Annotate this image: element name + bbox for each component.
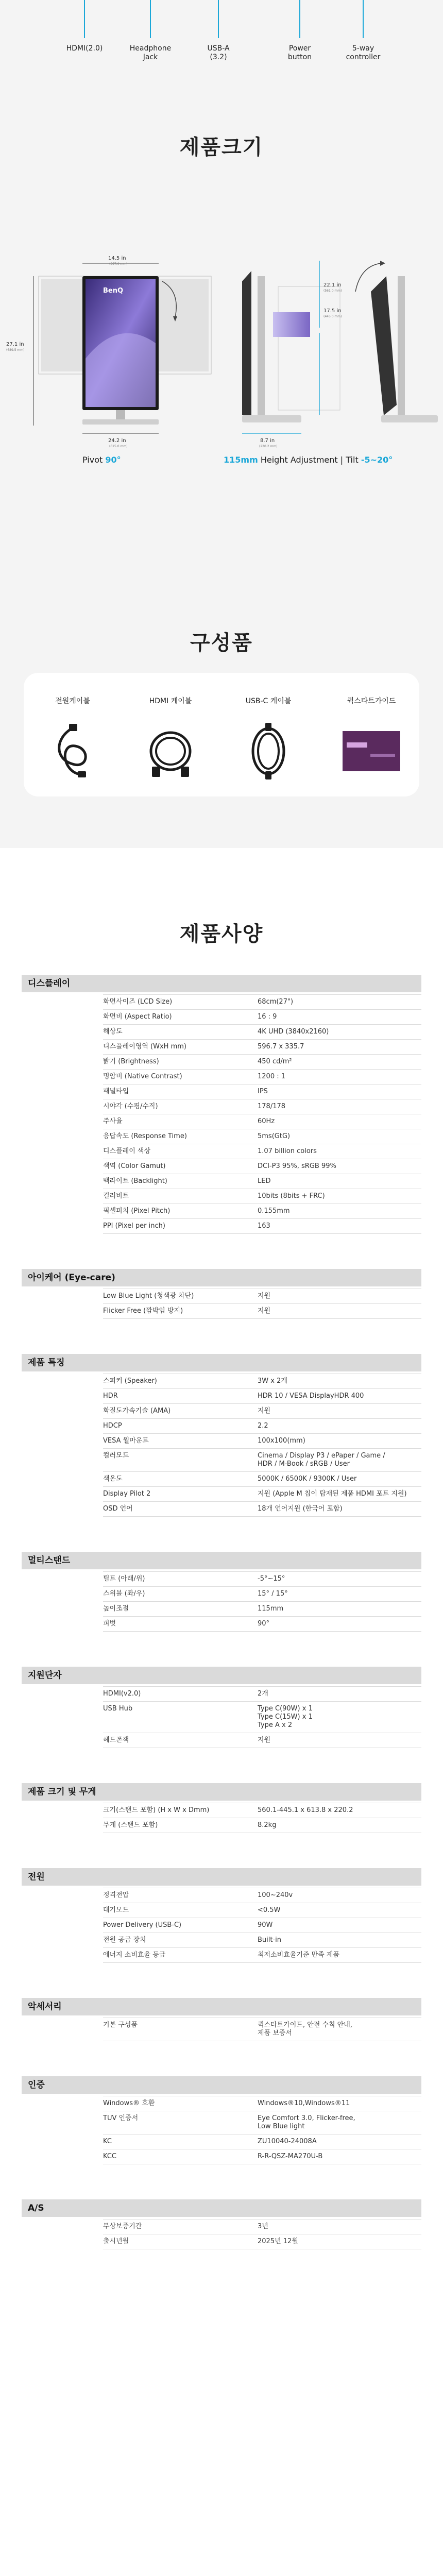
spec-rows [103, 2096, 421, 2164]
spec-row [103, 1587, 421, 1602]
spec-key: Low Blue Light (청색광 차단) [103, 1292, 194, 1300]
spec-row [103, 1803, 421, 1818]
spec-value: 4K UHD (3840x2160) [258, 1028, 329, 1036]
spec-key: 디스플레이 색상 [103, 1147, 151, 1155]
spec-value: 16 : 9 [258, 1013, 277, 1021]
power-cable-icon [29, 720, 116, 782]
spec-key: 무상보증기간 [103, 2223, 142, 2230]
spec-category [0, 1552, 443, 1632]
package-item-power-cable [29, 696, 116, 782]
spec-row [103, 1903, 421, 1918]
spec-row [103, 1818, 421, 1833]
dimension-drawings [0, 189, 443, 498]
package-section [0, 508, 443, 848]
spec-key: HDMI(v2.0) [103, 1690, 141, 1698]
spec-row [103, 1084, 421, 1099]
port-leader-line [84, 0, 85, 38]
spec-key: 무게 (스탠드 포함) [103, 1821, 158, 1829]
spec-key: HDR [103, 1392, 118, 1400]
spec-category [0, 1269, 443, 1319]
spec-rows [103, 1686, 421, 1748]
side-lowered-ghost [278, 286, 340, 410]
spec-row [103, 1419, 421, 1434]
spec-row [103, 1289, 421, 1304]
spec-key: 화질도가속기술 (AMA) [103, 1407, 171, 1415]
spec-row [103, 1010, 421, 1025]
spec-row [103, 1055, 421, 1070]
height-total-mm: (689.5 mm) [6, 348, 25, 352]
side-height-max-mm: (561.0 mm) [323, 289, 342, 293]
tilt-view [355, 261, 438, 422]
spec-key: 높이조절 [103, 1605, 129, 1613]
spec-row [103, 1204, 421, 1219]
spec-key: 정격전압 [103, 1891, 129, 1899]
pivot-caption [82, 455, 121, 465]
spec-category-title: 디스플레이 [22, 975, 421, 992]
spec-key: 밝기 (Brightness) [103, 1058, 159, 1065]
spec-category-title: A/S [22, 2199, 421, 2217]
spec-value: R-R-QSZ-MA270U-B [258, 2153, 323, 2160]
spec-row [103, 1304, 421, 1319]
spec-row [103, 1070, 421, 1084]
spec-row [103, 1404, 421, 1419]
spec-row [103, 1472, 421, 1487]
spec-value: Eye Comfort 3.0, Flicker-free, Low Blue light [258, 2114, 355, 2130]
spec-key: 색온도 [103, 1475, 123, 1483]
spec-key: 시야각 (수평/수직) [103, 1103, 158, 1110]
side-height-view [242, 261, 342, 448]
tilt-pole [398, 276, 405, 415]
package-item-label: HDMI 케이블 [149, 697, 192, 705]
spec-row [103, 2111, 421, 2134]
spec-value: 450 cd/m² [258, 1058, 292, 1065]
spec-category-title: 멀티스탠드 [22, 1552, 421, 1569]
spec-row [103, 1571, 421, 1587]
spec-value: 5000K / 6500K / 9300K / User [258, 1475, 357, 1483]
caption-separator: | [340, 455, 344, 465]
spec-value: 2.2 [258, 1422, 268, 1430]
spec-row [103, 2018, 421, 2041]
spec-value: <0.5W [258, 1906, 281, 1914]
spec-row [103, 1733, 421, 1748]
pivot-value: 90° [105, 455, 121, 465]
side-adjust-mm: (445.0 mm) [323, 315, 342, 318]
port-leader-line [299, 0, 300, 38]
spec-key: 피벗 [103, 1620, 116, 1628]
spec-value: 60Hz [258, 1117, 275, 1125]
spec-value: 18개 언어지원 (한국어 포함) [258, 1505, 343, 1513]
width-top-label: 14.5 in [108, 256, 126, 261]
spec-row [103, 1487, 421, 1502]
spec-key: Display Pilot 2 [103, 1490, 151, 1498]
spec-key: 전원 공급 장치 [103, 1936, 146, 1944]
spec-row [103, 2134, 421, 2149]
spec-value: 100x100(mm) [258, 1437, 305, 1445]
depth-label: 8.7 in [260, 438, 275, 444]
spec-key: HDCP [103, 1422, 122, 1430]
spec-key: 기본 구성품 [103, 2021, 138, 2029]
spec-rows [103, 1374, 421, 1517]
spec-category [0, 2076, 443, 2164]
spec-row [103, 1219, 421, 1234]
spec-value: 68cm(27") [258, 998, 294, 1006]
port-hdmi [54, 0, 115, 53]
spec-row [103, 1129, 421, 1144]
spec-value: IPS [258, 1088, 268, 1095]
spec-category-title: 악세서리 [22, 1998, 421, 2015]
package-item-label: USB-C 케이블 [245, 697, 292, 705]
spec-key: 백라이트 (Backlight) [103, 1177, 167, 1185]
spec-row [103, 1189, 421, 1204]
spec-value: 0.155mm [258, 1207, 290, 1215]
spec-key: Windows® 호환 [103, 2099, 155, 2107]
spec-rows [103, 1803, 421, 1833]
spec-category-title: 인증 [22, 2076, 421, 2094]
spec-category-title: 지원단자 [22, 1667, 421, 1684]
width-top-mm: (367.0 mm) [109, 262, 128, 266]
spec-row [103, 1502, 421, 1517]
spec-key: 패널타입 [103, 1088, 129, 1095]
spec-row [103, 1933, 421, 1948]
spec-key: KC [103, 2138, 112, 2145]
port-labels-strip [0, 0, 443, 80]
spec-table [0, 975, 443, 2249]
spec-value: HDR 10 / VESA DisplayHDR 400 [258, 1392, 364, 1400]
spec-category-title: 제품 특징 [22, 1354, 421, 1371]
spec-row [103, 2149, 421, 2164]
port-usb-a [188, 0, 249, 62]
port-leader-line [363, 0, 364, 38]
spec-category [0, 1667, 443, 1748]
depth-mm: (220.2 mm) [259, 445, 278, 448]
spec-key: 화면사이즈 (LCD Size) [103, 998, 173, 1006]
spec-value: 178/178 [258, 1103, 286, 1110]
spec-rows [103, 1888, 421, 1963]
quick-start-guide-icon [328, 720, 415, 782]
spec-value: 100~240v [258, 1891, 293, 1899]
hdmi-cable-icon [127, 720, 214, 782]
spec-key: 헤드폰잭 [103, 1736, 129, 1744]
spec-value: 퀵스타트가이드, 안전 수칙 안내, 제품 보증서 [258, 2021, 352, 2037]
spec-key: OSD 언어 [103, 1505, 133, 1513]
spec-key: 컬러비트 [103, 1192, 129, 1200]
spec-key: 스피커 (Speaker) [103, 1377, 157, 1385]
screen-logo: BenQ [103, 287, 124, 295]
side-pole [258, 276, 265, 415]
usb-c-cable-icon [225, 720, 312, 782]
spec-key: 디스플레이영역 (WxH mm) [103, 1043, 186, 1050]
spec-rows [103, 2219, 421, 2249]
side-adjust-label: 17.5 in [323, 308, 342, 314]
spec-row [103, 1918, 421, 1933]
spec-value: 15° / 15° [258, 1590, 288, 1598]
spec-row [103, 1099, 421, 1114]
spec-value: LED [258, 1177, 271, 1185]
height-value: 115mm [224, 455, 258, 465]
spec-category [0, 975, 443, 1234]
spec-key: 픽셀피치 (Pixel Pitch) [103, 1207, 171, 1215]
spec-key: 스위블 (좌/우) [103, 1590, 145, 1598]
spec-value: 최저소비효율기준 만족 제품 [258, 1951, 339, 1959]
package-item-quick-start-guide [328, 696, 415, 782]
spec-row [103, 1174, 421, 1189]
spec-category [0, 1783, 443, 1833]
spec-value: 지원 [258, 1307, 271, 1315]
spec-category-title: 아이케어 (Eye-care) [22, 1269, 421, 1286]
spec-row [103, 1449, 421, 1472]
tilt-value: -5~20° [361, 455, 393, 465]
spec-value: 1.07 billion colors [258, 1147, 317, 1155]
spec-value: 8.2kg [258, 1821, 277, 1829]
stand-neck [116, 410, 125, 420]
side-box-screen [273, 312, 310, 337]
spec-value: Built-in [258, 1936, 282, 1944]
spec-row [103, 1144, 421, 1159]
spec-value: 3년 [258, 2223, 268, 2230]
spec-row [103, 1159, 421, 1174]
spec-row [103, 1025, 421, 1040]
port-label: Headphone Jack [129, 44, 172, 61]
package-item-label: 전원케이블 [55, 697, 90, 705]
spec-category [0, 2199, 443, 2249]
spec-value: 90W [258, 1921, 273, 1929]
spec-row [103, 1702, 421, 1733]
spec-row [103, 1374, 421, 1389]
spec-value: 596.7 x 335.7 [258, 1043, 304, 1050]
spec-value: Cinema / Display P3 / ePaper / Game / HDR / M-Book / sRGB / User [258, 1452, 385, 1468]
spec-key: TUV 인증서 [103, 2114, 139, 2122]
package-item-label: 퀵스타트가이드 [347, 697, 396, 705]
spec-row [103, 2219, 421, 2234]
package-card [24, 673, 419, 796]
spec-key: VESA 월마운트 [103, 1437, 149, 1445]
spec-key: 화면비 (Aspect Ratio) [103, 1013, 172, 1021]
spec-key: KCC [103, 2153, 116, 2160]
spec-row [103, 2096, 421, 2111]
spec-value: 1200 : 1 [258, 1073, 285, 1080]
height-word: Height Adjustment [260, 455, 338, 465]
spec-row [103, 2234, 421, 2249]
spec-key: 출시년월 [103, 2238, 129, 2245]
spec-key: 에너지 소비효율 등급 [103, 1951, 166, 1959]
spec-row [103, 1888, 421, 1903]
spec-value: 지원 [258, 1736, 271, 1744]
spec-rows [103, 994, 421, 1234]
height-tilt-caption [224, 455, 393, 465]
spec-key: 명암비 (Native Contrast) [103, 1073, 182, 1080]
side-base [242, 415, 301, 422]
spec-key: 틸트 (아래/위) [103, 1575, 145, 1583]
port-5way-controller [332, 0, 394, 62]
dimensions-title: 제품크기 [179, 135, 264, 159]
port-label: 5-way controller [346, 44, 381, 61]
stand-base [82, 419, 159, 425]
port-label: HDMI(2.0) [66, 44, 103, 53]
tilt-monitor [371, 276, 397, 415]
tilt-arrow-head [380, 261, 385, 266]
spec-key: Power Delivery (USB-C) [103, 1921, 182, 1929]
package-title: 구성품 [190, 631, 253, 655]
front-pivot-view [6, 256, 211, 448]
spec-value: 지원 [258, 1292, 271, 1300]
spec-row [103, 1686, 421, 1702]
spec-value: 90° [258, 1620, 270, 1628]
spec-category-title: 제품 크기 및 무게 [22, 1783, 421, 1801]
port-headphone-jack [120, 0, 181, 62]
side-monitor [242, 271, 251, 415]
package-item-hdmi-cable [127, 696, 214, 782]
spec-row [103, 1602, 421, 1617]
side-height-max-label: 22.1 in [323, 282, 342, 288]
tilt-base [381, 415, 438, 422]
spec-row [103, 1389, 421, 1404]
spec-section [0, 848, 443, 2315]
spec-row [103, 1948, 421, 1963]
spec-category [0, 1354, 443, 1517]
package-item-usb-c-cable [225, 696, 312, 782]
spec-rows [103, 1289, 421, 1319]
spec-key: 컬러모드 [103, 1452, 129, 1460]
spec-value: 10bits (8bits + FRC) [258, 1192, 325, 1200]
spec-row [103, 1114, 421, 1129]
spec-value: 지원 [258, 1407, 271, 1415]
spec-category [0, 1868, 443, 1963]
spec-row [103, 994, 421, 1010]
spec-category [0, 1998, 443, 2041]
port-power-button [269, 0, 331, 62]
pivot-word: Pivot [82, 455, 103, 465]
spec-row [103, 1617, 421, 1632]
spec-key: 대기모드 [103, 1906, 129, 1914]
spec-value: -5°~15° [258, 1575, 285, 1583]
spec-title: 제품사양 [179, 922, 264, 946]
spec-value: Windows®10,Windows®11 [258, 2099, 350, 2107]
spec-key: 해상도 [103, 1028, 123, 1036]
height-total-label: 27.1 in [6, 342, 24, 347]
spec-value: 지원 (Apple M 칩이 탑재된 제품 HDMI 포트 지원) [258, 1490, 407, 1498]
spec-key: 응답속도 (Response Time) [103, 1132, 187, 1140]
spec-row [103, 1040, 421, 1055]
spec-value: 163 [258, 1222, 270, 1230]
spec-row [103, 1434, 421, 1449]
spec-rows [103, 1571, 421, 1632]
spec-value: 2025년 12월 [258, 2238, 298, 2245]
width-bottom-mm: (615.0 mm) [109, 445, 128, 448]
spec-value: 5ms(GtG) [258, 1132, 291, 1140]
spec-key: USB Hub [103, 1705, 133, 1713]
port-label: Power button [287, 44, 312, 61]
spec-key: Flicker Free (깜박임 방지) [103, 1307, 183, 1315]
spec-key: 주사율 [103, 1117, 123, 1125]
spec-value: 3W x 2개 [258, 1377, 287, 1385]
spec-key: PPI (Pixel per inch) [103, 1222, 165, 1230]
spec-value: 2개 [258, 1690, 268, 1698]
spec-rows [103, 2018, 421, 2041]
spec-value: ZU10040-24008A [258, 2138, 317, 2145]
port-leader-line [150, 0, 151, 38]
port-label: USB-A (3.2) [207, 44, 230, 61]
spec-value: 560.1-445.1 x 613.8 x 220.2 [258, 1806, 353, 1814]
spec-category-title: 전원 [22, 1868, 421, 1886]
spec-key: 색역 (Color Gamut) [103, 1162, 166, 1170]
spec-value: 115mm [258, 1605, 284, 1613]
port-leader-line [218, 0, 219, 38]
spec-key: 크기(스탠드 포함) (H x W x Dmm) [103, 1806, 210, 1814]
dimensions-section [0, 80, 443, 508]
tilt-word: Tilt [346, 455, 359, 465]
spec-value: DCI-P3 95%, sRGB 99% [258, 1162, 336, 1170]
spec-value: Type C(90W) x 1 Type C(15W) x 1 Type A x 2 [258, 1705, 313, 1729]
width-bottom-label: 24.2 in [108, 438, 126, 444]
